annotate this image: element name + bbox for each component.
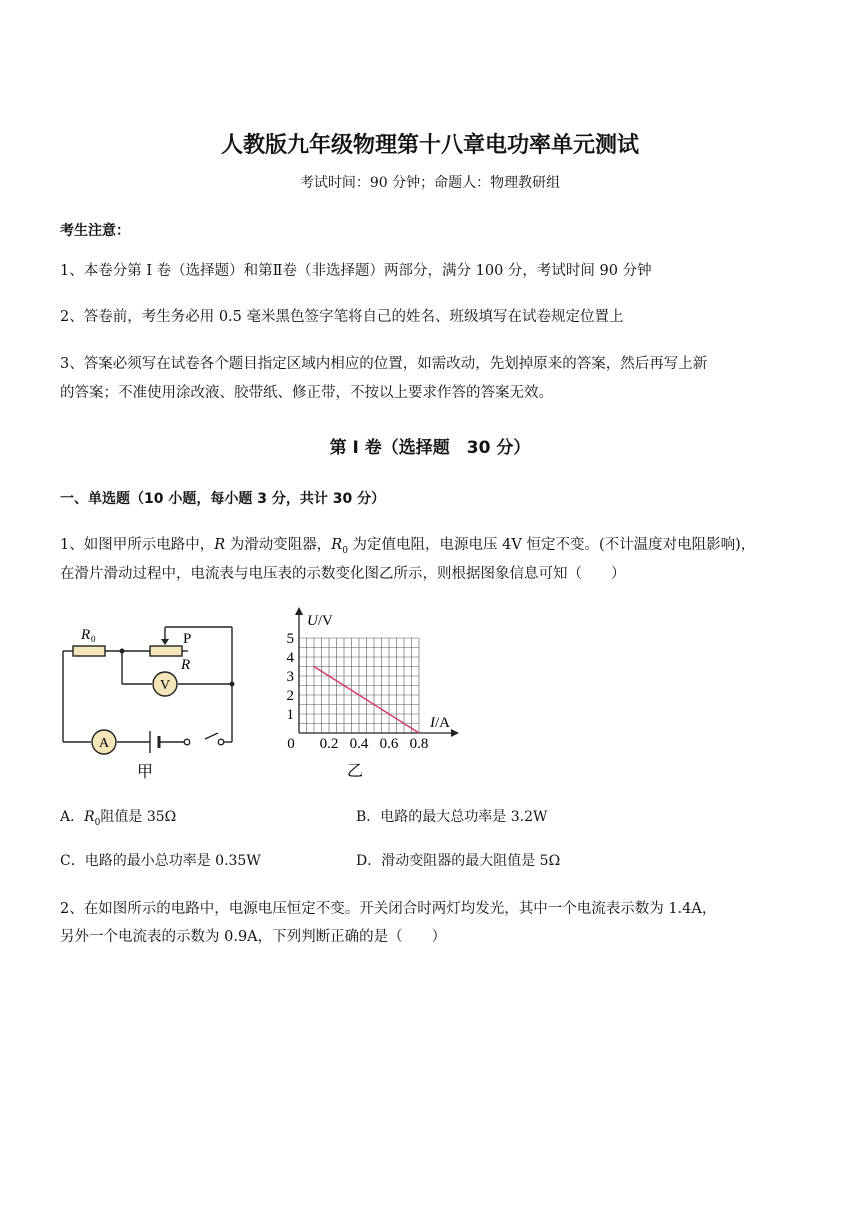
question-2-line-1: 2、在如图所示的电路中，电源电压恒定不变。开关闭合时两灯均发光，其中一个电流表示数为 1.4A， [60,901,717,917]
slider-arrow-icon [161,639,169,645]
svg-text:甲: 甲 [136,764,154,781]
circuit-diagram-jia [55,615,250,785]
y-tick-label: 4 [286,650,294,666]
notice-item-2: 2、答卷前，考生务必用 0.5 毫米黑色签字笔将自己的姓名、班级填写在试卷规定位置上 [60,309,624,325]
question-1-line-2: 在滑片滑动过程中，电流表与电压表的示数变化图乙所示，则根据图象信息可知（ ） [60,566,626,582]
switch-icon [184,739,190,745]
notice-heading: 考生注意： [60,223,130,239]
svg-text:R: R [181,657,191,673]
x-tick-label: 0.8 [409,736,429,752]
question-2-line-2: 另外一个电流表的示数为 0.9A，下列判断正确的是（ ） [60,929,447,945]
y-axis-arrow-icon [295,607,303,615]
option-b[interactable]: B．电路的最大总功率是 3.2W [356,809,548,825]
notice-item-3: 3、答案必须写在试卷各个题目指定区域内相应的位置，如需改动，先划掉原来的答案，然后再写上新 [60,356,708,372]
uv-graph-yi [275,605,470,783]
svg-text:A: A [98,736,110,751]
section-title: 第 I 卷（选择题 30 分） [329,438,531,458]
option-c[interactable]: C．电路的最小总功率是 0.35W [60,853,261,869]
notice-item-3-cont: 的答案；不准使用涂改液、胶带纸、修正带，不按以上要求作答的答案无效。 [60,385,553,401]
y-tick-label: 1 [286,707,294,723]
x-axis-arrow-icon [451,729,459,737]
y-tick-label: 2 [286,688,294,704]
subsection-title: 一、单选题（10 小题，每小题 3 分，共计 30 分） [60,491,386,507]
svg-text:V: V [159,678,171,693]
svg-text:R: R [81,627,91,643]
question-1-line-1: 1、如图甲所示电路中，R 为滑动变阻器，$R_0$ 为定值电阻，电源电压 4V 恒定不变。(不计温度对电阻影响)， [60,537,756,556]
svg-text:P: P [183,631,192,647]
exam-info: 考试时间：90 分钟；命题人：物理教研组 [299,175,561,191]
x-tick-label: 0.6 [379,736,399,752]
svg-text:0: 0 [91,634,96,644]
x-tick-label: 0.4 [349,736,369,752]
origin-label: 0 [287,736,295,752]
y-tick-label: 5 [286,631,294,647]
y-tick-label: 3 [286,669,294,685]
page-title: 人教版九年级物理第十八章电功率单元测试 [220,133,639,158]
notice-item-1: 1、本卷分第 I 卷（选择题）和第Ⅱ卷（非选择题）两部分，满分 100 分，考试时间 90 分钟 [60,263,652,279]
graph-caption: 乙 [346,763,364,780]
x-axis-label: I/A [430,715,450,731]
x-tick-label: 0.2 [319,736,339,752]
option-a[interactable]: A．$R_0$阻值是 35Ω [60,809,177,828]
option-d[interactable]: D．滑动变阻器的最大阻值是 5Ω [356,853,561,869]
y-axis-label: U/V [307,613,333,629]
